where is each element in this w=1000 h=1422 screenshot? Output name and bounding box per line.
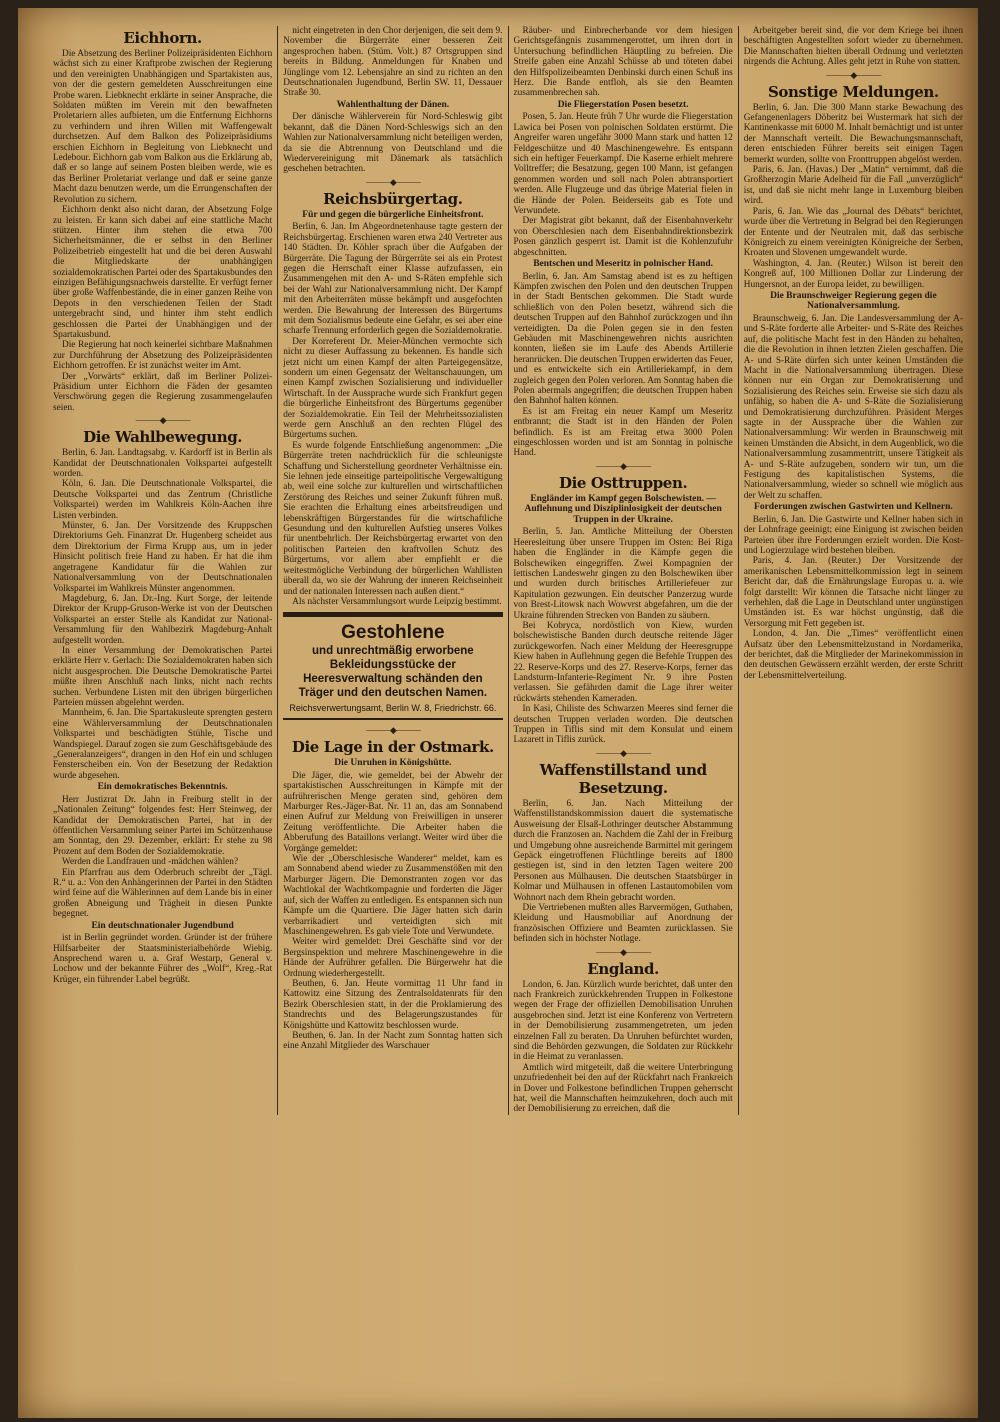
article <box>283 177 502 608</box>
article-paragraph: Mannheim, 6. Jan. Die Spartakusleute sprengten gestern eine Wählerversammlung der Deutschnationalen Volkspartei und beschädigten Stühle, Tische und Wandspiegel. Darauf zogen sie zum Geschäftsgebäude des „Generalanzeigers“, drangen in den Hof ein und schlugen Fensterscheiben ein. Von der Besetzung der Redaktion wurde abgesehen. <box>53 708 273 781</box>
newspaper-column <box>739 26 968 1115</box>
article-paragraph: Weiter wird gemeldet: Drei Geschäfte sind vor der Bergsinspektion und mehrere Maschinengewehre in die Hände der Aufrührer gefallen. Die Bürgerwehr hat die Ordnung wiederhergestellt. <box>283 937 503 979</box>
article-paragraph: Wie der „Oberschlesische Wanderer“ meldet, kam es am Sonnabend abend wieder zu Zusammenstößen mit den Marburger Jägern. Die Demonstranten zogen vor das Wachtlokal der Wachtkompagnie und forderten die Jäger auf, sich der Waffen zu entledigen. Es entspannen sich nun Kämpfe um die Quartiere. Die Jäger hatten sich darin verbarrikadiert und verteidigten sich mit Maschinengewehren. Es gab viele Tote und Verwundete. <box>283 854 503 937</box>
article-paragraph: In Kasi, Chiliste des Schwarzen Meeres sind ferner die deutschen Truppen verladen worden. Die deutschen Truppen in Tiflis sind mit dem Konsulat und einem Lazarett in Tiflis zurück. <box>513 704 733 746</box>
newspaper-column <box>48 26 278 1115</box>
article-headline: England. <box>587 959 659 978</box>
article-paragraph: Der Magistrat gibt bekannt, daß der Eisenbahnverkehr von Oberschlesien nach dem Eisenbahndirektionsbezirk Posen gänzlich gesperrt ist. Damit ist die Kohlenzufuhr abgeschnitten. <box>513 216 733 258</box>
article-paragraph: London, 4. Jan. Die „Times“ veröffentlicht einen Aufsatz über den Lebensmittelzustand in Nordamerika, der berichtet, daß die Mitglieder der Marinekommission in den deutschen Gewässern erzählt werden, der erste Schritt der Lebensmittelverteilung. <box>743 629 963 681</box>
article <box>283 100 502 175</box>
section-divider: ———◆——— <box>596 747 651 758</box>
article-subheadline: Bentschen und Meseritz in polnischer Hand. <box>533 259 714 270</box>
article-subheadline: Wahlenthaltung der Dänen. <box>336 99 450 110</box>
article-headline: Die Lage in der Ostmark. <box>291 738 494 757</box>
article-paragraph: Berlin, 6. Jan. Die 300 Mann starke Bewachung des Gefangenenlagers Döberitz bei Wustermark hat sich der Kantinenkasse mit 6000 M. Inhalt bemächtigt und ist unter der Mannschaft verteilt. Die Bewachungsmannschaft, deren entschieden Führer bereits seit einigen Tagen bemerkt wurden, sollte von Fronttruppen abgelöst werden. <box>743 102 963 165</box>
article-paragraph: Köln, 6. Jan. Die Deutschnationale Volkspartei, die Deutsche Volkspartei und das Zentrum (Christliche Volkspartei) werden im Wahlkreis Köln-Aachen ihre Listen verbinden. <box>53 479 273 521</box>
section-divider: ———◆——— <box>365 176 420 187</box>
article-subheadline: Engländer im Kampf gegen Bolschewisten. — Auflehnung und Disziplinlosigkeit der deutschen Truppen in der Ukraine. <box>524 493 722 525</box>
article <box>744 502 963 681</box>
article-paragraph: Paris, 4. Jan. (Reuter.) Der Vorsitzende der amerikanischen Lebensmittelkommission legt in seinem Bericht dar, daß die Ernährungslage Europas u. a. wie folgt darstellt: Wir können die Tatsache nicht länger zu verhehlen, daß die Lage in Deutschland unter ungünstigen Umständen ist. Es war höchst ungünstig, daß die Versorgung mit Fett gegeben ist. <box>743 556 963 629</box>
article-headline: Sonstige Meldungen. <box>767 82 939 101</box>
section-divider: ———◆——— <box>596 460 651 471</box>
article-headline: Reichsbürgertag. <box>323 189 463 208</box>
article <box>514 947 733 1115</box>
article-paragraph: nicht eingetreten in den Chor derjenigen, die seit dem 9. November die Bürgerräte einer besseren Zeit angesprochen haben. (Stüm. Volt.) 87 Ortsgruppen sind bereits in Bildung. Anmeldungen für Knaben und Jünglinge vom 12. Lebensjahre an sind zu richten an den Deutschnationalen Jugendbund, Berlin SW. 11, Dessauer Straße 30. <box>283 26 503 99</box>
article-paragraph: Eichhorn denkt also nicht daran, der Absetzung Folge zu leisten. Er kann sich dabei auf eine stattliche Macht stützen. Hinter ihm stehen die etwa 700 Sicherheitsmänner, die er selbst in den Berliner Polizeibetrieb eingestellt hat und die bei deren Auswahl die Mitgliedskarte der unabhängigen sozialdemokratischen Partei oder des Spartakusbundes den einzigen Befähigungsnachweis darstellte. Er verfügt ferner über große Waffenbestände, die in einer ganzen Reihe von Depots in den verschiedenen Teilen der Stadt untergebracht sind, und hinter ihm steht endlich geschlossen die Partei der Unabhängigen und der Spartakusbund. <box>53 205 273 340</box>
article-paragraph: Es ist am Freitag ein neuer Kampf um Meseritz entbrannt; die Stadt ist in den Händen der Polen befindlich. Es ist am Freitag etwa 3000 Polen eingeschlossen worden und ist am Sonntag in polnische Hand. <box>513 406 733 459</box>
article <box>514 26 733 99</box>
article-headline: Waffenstillstand und Besetzung. <box>539 760 707 797</box>
article-paragraph: Herr Justizrat Dr. Jahn in Freiburg stellt in der „Nationalen Zeitung“ folgendes fest: Herr Steinweg, der Kandidat der Demokratischen Partei, hat in der öffentlichen Versammlung seiner Partei im Schützenhause am Sonntag, den 29. Dezember, erklärt: Er stehe zu 98 Prozent auf dem Boden der Sozialdemokratie. <box>53 794 273 857</box>
article <box>283 26 502 99</box>
article <box>53 415 272 781</box>
ad-text: Reichsverwertungsamt, Berlin W. 8, Friedrichstr. 66. <box>289 703 497 714</box>
article <box>53 921 272 986</box>
article-paragraph: Als nächster Versammlungsort wurde Leipzig bestimmt. <box>292 596 502 607</box>
article <box>514 461 733 746</box>
section-divider: ———◆——— <box>826 69 881 80</box>
article-paragraph: Berlin, 6. Jan. Im Abgeordnetenhause tagte gestern der Reichsbürgertag. Erschienen waren etwa 240 Vertreter aus 140 Städten. Dr. Köhler sprach über die Aufgaben der Bürgerräte. Die Tagung der Bürgerräte sei als ein Protest gegen die Herrschaft einer Klasse aufzufassen, ein Zusammengehen mit den A- und S-Räten empfehle sich bei der Wahl zur Nationalversammlung nicht. Der Kampf mit den Arbeiterräten müsse bekämpft und ausgefochten werden. Die Bewahrung der Interessen des Bürgertums mit dem Sozialismus bedeute eine Gefahr, es sei aber eine scharfe Trennung erforderlich gegen die Sozialdemokratie. <box>283 222 503 337</box>
article <box>514 259 733 459</box>
article-paragraph: Berlin, 6. Jan. Am Samstag abend ist es zu heftigen Kämpfen zwischen den Polen und den deutschen Truppen in der Stadt Bentschen gekommen. Die Stadt wurde schließlich von den Polen besetzt, während sich die deutschen Truppen auf den Bahnhof zurückzogen und ihn verteidigten. Da die Polen gegen sie in den festen Gebäuden mit Maschinengewehren nichts ausrichten konnten, ließen sie im Laufe des Abends Artillerie heranrücken. Die deutschen Truppen erwiderten das Feuer, und es entwickelte sich ein Artilleriekampf, in dem zugleich gegen den Polen verloren. Am Sonntag haben die Polen abermals angegriffen; die deutschen Truppen haben den Bahnhof halten können. <box>513 271 733 407</box>
ad-text: Gestohlene <box>341 622 445 644</box>
article-paragraph: Paris, 6. Jan. (Havas.) Der „Matin“ vernimmt, daß die Großherzogin Marie Adelheid für die Fall „unverzüglich“ ist, und daß sie nicht mehr lange in Luxemburg bleiben wird. <box>743 165 963 207</box>
article-paragraph: Paris, 6. Jan. Wie das „Journal des Débats“ berichtet, wurde über die Vertretung in Belgrad bei den Regierungen der Entente und der Neutralen mit, daß das serbische Königreich zu einem vereinigten Königreiche der Serben, Kroaten und Slovenen umgewandelt wurde. <box>743 206 963 259</box>
newspaper-column <box>509 26 739 1115</box>
article-paragraph: London, 6. Jan. Kürzlich wurde berichtet, daß unter den nach Frankreich zurückkehrenden Truppen in Folkestone wegen der Frage der offiziellen Demobilisation Unruhen ausgebrochen sind. Jetzt ist eine Konferenz von Vertretern in der Demobilisierung zusammengetreten, um jeden einzelnen Fall zu beraten. Da Unruhen befürchtet wurden, sind die Behörden gezwungen, die Soldaten zur Rückkehr in die Heimat zu veranlassen. <box>513 979 733 1063</box>
article-paragraph: Washington, 4. Jan. (Reuter.) Wilson ist bereit den Kongreß auf, 100 Millionen Dollar zur Linderung der Hungersnot, an der Europa leidet, zu bewilligen. <box>743 258 963 290</box>
article-paragraph: Der dänische Wählerverein für Nord-Schleswig gibt bekannt, daß die Dänen Nord-Schleswigs sich an den Wahlen zur Nationalversammlung nicht beteiligen werden, da sie die Abtrennung von Deutschland und die Wiedervereinigung mit Dänemark als tatsächlich geschehen betrachten. <box>283 112 503 175</box>
section-divider: ———◆——— <box>596 946 651 957</box>
ad-text: Bekleidungsstücke der Heeresverwaltung schänden den Träger und den deutschen Namen. <box>298 659 488 700</box>
article <box>514 100 733 258</box>
article <box>744 70 963 290</box>
article <box>283 612 502 720</box>
article <box>53 782 272 919</box>
article-paragraph: Der „Vorwärts“ erklärt, daß im Berliner Polizei-Präsidium unter Eichhorn die Fäden der gesamten Verschwörung gegen die Regierung zusammengelaufen seien. <box>53 371 273 413</box>
article-paragraph: Berlin, 5. Jan. Amtliche Mitteilung der Obersten Heeresleitung über unsere Truppen im Osten: Bei Riga haben die Engländer in die Kämpfe gegen die Bolschewiken eingegriffen. Zwei Kompagnien der lettischen Landeswehr gingen zu den Bolschewiken über und wurden durch britisches Artilleriefeuer zur Kapitulation gezwungen. Ein deutscher Panzerzug wurde von Brest-Litowsk nach Wowvrst abgefahren, um die der Ukraine führenden Strecken von Banden zu säubern. <box>513 527 733 621</box>
section-divider: ———◆——— <box>365 725 420 736</box>
article-paragraph: Braunschweig, 6. Jan. Die Landesversammlung der A- und S-Räte forderte alle Arbeiter- und S-Räte des Reiches auf, die politische Macht fest in den Händen zu behalten, die die Revolution in ihnen letzten Zielen geschaffen. Die A- und S-Räte dürfen sich unter keinen Umständen die Macht in die Nationalversammlung übertragen. Diese können nur ein Organ zur Demokratisierung und Sozialisierung des Reiches sein. Erweise sie sich dazu als unfähig, so haben die A- und S-Räte die Sozialisierung und Demokratisierung durchzuführen. Präsident Merges sagte in der Aussprache über die Wahlen zur Nationalversammlung: Wir werden in Braunschweig mit keinen Umständen die Absicht, in dem Augenblick, wo die Nationalversammlung zusammentritt, unsere Tätigkeit als A- und S-Räte aufzugeben, sondern wir tun, um die Festigung des kapitalistischen Systems, die Nationalversammlung, wieder so schnell wie möglich aus der Welt zu schaffen. <box>743 313 963 501</box>
article-subheadline: Ein demokratisches Bekenntnis. <box>97 782 228 793</box>
article <box>744 26 963 68</box>
column-container <box>48 26 968 1115</box>
newspaper-page <box>18 8 978 1418</box>
article-paragraph: Die Regierung hat noch keinerlei sichtbare Maßnahmen zur Durchführung der Absetzung des Polizeipräsidenten Eichhorn getroffen. Er ist zunächst weiter im Amt. <box>53 340 273 372</box>
article-paragraph: Magdeburg, 6. Jan. Dr.-Ing. Kurt Sorge, der leitende Direktor der Krupp-Gruson-Werke ist von der Deutschen Volkspartei an erster Stelle als Kandidat zur National-Versammlung für den Wahlbezirk Magdeburg-Anhalt aufgestellt worden. <box>53 593 273 646</box>
article-subheadline: Für und gegen die bürgerliche Einheitsfront. <box>302 209 484 220</box>
newspaper-column <box>278 26 508 1115</box>
article-paragraph: Beuthen, 6. Jan. In der Nacht zum Sonntag hatten sich eine Anzahl Mitglieder des Warschauer <box>283 1030 503 1052</box>
article <box>283 725 502 1051</box>
article-paragraph: Werden die Landfrauen und -mädchen wählen? <box>62 857 239 868</box>
article-paragraph: Arbeitgeber bereit sind, die vor dem Kriege bei ihnen beschäftigten Angestellten sofort wieder zu übernehmen. Die Mannschaften hielten überall Ordnung und verletzten nirgends die Achtung. Alles geht jetzt in Ruhe von statten. <box>743 26 963 68</box>
article-paragraph: ist in Berlin gegründet worden. Gründer ist der frühere Hilfsarbeiter der Staatsministerialbehörde Wiebig. Ansprechend waren u. a. Graf Westarp, General v. Lochow und der bekannte Führer des „Wolf“, Kreg.-Rat Krüger, ein führender Label begrüßt. <box>53 933 273 985</box>
article-paragraph: Die Absetzung des Berliner Polizeipräsidenten Eichhorn wächst sich zu einer Kraftprobe zwischen der Regierung und den vereinigten Unabhängigen und Spartakisten aus, von der die gestern gemeldeten Ausschreitungen eine Probe waren. Liebknecht erklärte in seiner Ansprache, die Soldaten müßten im Verein mit den bewaffneten Proletariern alles aufbieten, um die Entfernung Eichhorns zu verhindern und ihren Willen mit Waffengewalt durchsetzen. Auf dem Balkon des Polizeipräsidiums erschien Eichhorn in Begleitung von Liebknecht und Ledebour. Eichhorn gab vom Balkon aus die Erklärung ab, daß er so lange auf seinem Posten bleiben werde, wie es das Berliner Proletariat verlange und daß er seine ganze Macht dazu benutzen werde, um die Errungenschaften der Revolution zu sichern. <box>53 49 273 205</box>
article-headline: Die Osttruppen. <box>558 473 688 492</box>
section-divider: ———◆——— <box>135 415 190 426</box>
article-subheadline: Ein deutschnationaler Jugendbund <box>91 920 234 931</box>
article-paragraph: Die Jäger, die, wie gemeldet, bei der Abwehr der spartakistischen Ausschreitungen in Kämpfe mit der aufrührerischen Menge geraten sind, gehören dem Marburger Res.-Jäger-Bat. Nr. 11 an, das am Sonnabend einen Aufruf zur Meldung von Freiwilligen in unserer Zeitung veröffentlichte. Die Arbeiter haben die Abberufung des Bataillons verlangt. Weiter wird über die Vorgänge gemeldet: <box>283 770 503 854</box>
article <box>514 748 733 945</box>
article-paragraph: In einer Versammlung der Demokratischen Partei erklärte Herr v. Gerlach: Die Sozialdemokraten haben sich nicht ausgesprochen. Die Deutsche Demokratische Partei müßte ihren Anschluß nach links, nicht nach rechts suchen. Verbundene Listen mit den übrigen bürgerlichen Parteien müssen abgelehnt werden. <box>53 645 273 708</box>
article-subheadline: Die Braunschweiger Regierung gegen die Nationalversammlung. <box>770 290 937 312</box>
article-paragraph: Der Korreferent Dr. Meier-München vermochte sich nicht zu dieser Auffassung zu bekennen. Es handle sich jetzt nicht um einen Kampf der alten Parteigegensätze, sondern um einen Gegensatz der Weltanschauungen, um einen Kampf zwischen Sozialisierung und individueller Wirtschaft. In der Aussprache wurde sich Frankfurt gegen die bürgerliche Einheitsfront des Bürgertums gegenüber der Sozialdemokratie. Ein Teil der Mehrheitssozialisten werde gern Anschluß an den rechten Flügel des Bürgertums suchen. <box>283 336 503 441</box>
article-paragraph: Berlin, 6. Jan. Landtagsabg. v. Kardorff ist in Berlin als Kandidat der Deutschnationalen Volkspartei aufgestellt worden. <box>53 448 273 480</box>
article-paragraph: Die Vertriebenen mußten alles Barvermögen, Guthaben, Kleidung und Hausmobiliar auf Anordnung der französischen Offiziere und Beamten zurücklassen. Sie befinden sich in höchster Notlage. <box>513 902 733 945</box>
article-paragraph: Ein Pfarrfrau aus dem Oderbruch schreibt der „Tägl. R.“ u. a.: Von den Anhängerinnen der Partei in den Städten wird feine auf die Wählerinnen auf dem Lande bis in einer großen Abneigung und Trägheit in diesen Punkte begegnet. <box>53 867 273 920</box>
article-paragraph: Berlin, 6. Jan. Die Gastwirte und Kellner haben sich in der Lohnfrage geeinigt; eine Einigung ist zwischen beiden Parteien über ihre Forderungen erzielt worden. Die Kost- und Logierzulage wird bestehen bleiben. <box>743 514 963 556</box>
article-paragraph: Es wurde folgende Entschließung angenommen: „Die Bürgerräte treten nachdrücklich für die schleunigste Schaffung und Sicherstellung geordneter Verhältnisse ein. Sie lehnen jede einseitige parteipolitische Vergewaltigung ab, weil eine solche zur kulturellen und wirtschaftlichen Zerstörung des Reiches und seiner Zukunft führen muß. Sie erachten die Erhaltung eines arbeitsfreudigen und lebenskräftigen Bürgerstandes für die wirtschaftliche Gesundung und den kulturellen Aufstieg unseres Volkes für unentbehrlich. Der Reichsbürgertag erwartet von den politischen Parteien den kraftvollen Schutz des Bürgertums, vor allem aber empfiehlt er die weitestmögliche Verbindung der bürgerlichen Wahllisten überall da, wo sie der Wahrung der inneren Reichseinheit und der nationalen Interessen nach außen dient.“ <box>283 440 503 597</box>
article-subheadline: Forderungen zwischen Gastwirten und Kellnern. <box>754 502 953 513</box>
article-paragraph: Münster, 6. Jan. Der Vorsitzende des Kruppschen Direktoriums Geh. Finanzrat Dr. Hugenberg scheidet aus dem Direktorium der Firma Krupp aus, um in jeder Hinsicht politisch freie Hand zu haben. Er hat die ihm angetragene Kandidatur für die Wahlen zur Nationalversammlung von der Deutschnationalen Volkspartei im Wahlkreis Münster angenommen. <box>53 521 273 594</box>
article-headline: Eichhorn. <box>123 29 202 47</box>
article-paragraph: Beuthen, 6. Jan. Heute vormittag 11 Uhr fand in Kattowitz eine Sitzung des Zentralsoldatenrats für den Bezirk Oberschlesien statt, in der die Proklamierung des Standrechts und des Belagerungszustandes für Königshütte und Kattowitz beschlossen wurde. <box>283 978 503 1031</box>
article <box>744 291 963 501</box>
article-subheadline: Die Fliegerstation Posen besetzt. <box>557 99 689 110</box>
article-subheadline: Die Unruhen in Königshütte. <box>334 758 452 769</box>
advertisement-box <box>283 612 502 720</box>
ad-text: und unrechtmäßig erworbene <box>312 645 474 658</box>
article-paragraph: Räuber- und Einbrecherbande vor dem hiesigen Gerichtsgefängnis zusammengerottet, um ihren dort in Untersuchung befindlichen Häuptling zu befreien. Die Streife gaben eine Anzahl Schüsse ab und töteten dabei den Hilfspolizeibeamten Denbinski durch einen Schuß ins Herz. Die Bande entfloh, als sie den Beamten zusammenbrechen sah. <box>513 26 733 99</box>
article-headline: Die Wahlbewegung. <box>83 428 243 447</box>
article-paragraph: Berlin, 6. Jan. Nach Mitteilung der Waffenstillstandskommission dauert die systematische Ausweisung der Elsaß-Lothringer deutscher Abstammung durch die Franzosen an. Nachdem die Zahl der in Freiburg und Umgebung ohne ausreichende Barmittel mit geringem Gepäck eingetroffenen Flüchtlinge bereits auf 1800 gestiegen ist, sind in den letzten Tagen weitere 200 Personen aus Mülhausen. Die deutschen Staatsbürger in Kolmar und Mülhausen in offenen Lastautomobilen vom Wohnort nach dem Rhein gebracht worden. <box>513 798 733 903</box>
article-paragraph: Amtlich wird mitgeteilt, daß die weitere Unterbringung unzufriedenheit bei den auf der Rückfahrt nach Frankreich in Dover und Folkestone befindlichen Truppen geherrscht hat, weil die Mannschaften heimzukehren, doch auch mit der Demobilisierung zu erreichen, daß die <box>513 1062 733 1115</box>
article <box>53 29 272 413</box>
article-paragraph: Posen, 5. Jan. Heute früh 7 Uhr wurde die Fliegerstation Lawica bei Posen von polnischen Soldaten erstürmt. Die Angreifer waren ungefähr 3000 Mann stark und hatten 12 Feldgeschütze und 40 Maschinengewehre. Es entspann sich ein heftiger Feuerkampf. Die Kaserne erhielt mehrere Volltreffer; die Besatzung, gegen 100 Mann, ist gefangen genommen worden und soll nach Polen abtransportiert werden. Alle Flugzeuge und das übrige Material fielen in die Hände der Polen. Beiderseits gab es Tote und Verwundete. <box>513 112 733 216</box>
article-paragraph: Bei Kobryca, nordöstlich von Kiew, wurden bolschewistische Banden durch deutsche reitende Jäger zurückgeworfen. Nach einer Meldung der Heeresgruppe Kiew haben in Auflehnung gegen die Befehle Truppen des 22. Reserve-Korps und des 27. Reserve-Korps, ferner das Landsturm-Infanterie-Regiment Nr. 9 ihre Posten verlassen. Sie gefährden damit die Lage ihrer weiter rückwärts stehenden Kameraden. <box>513 621 733 704</box>
